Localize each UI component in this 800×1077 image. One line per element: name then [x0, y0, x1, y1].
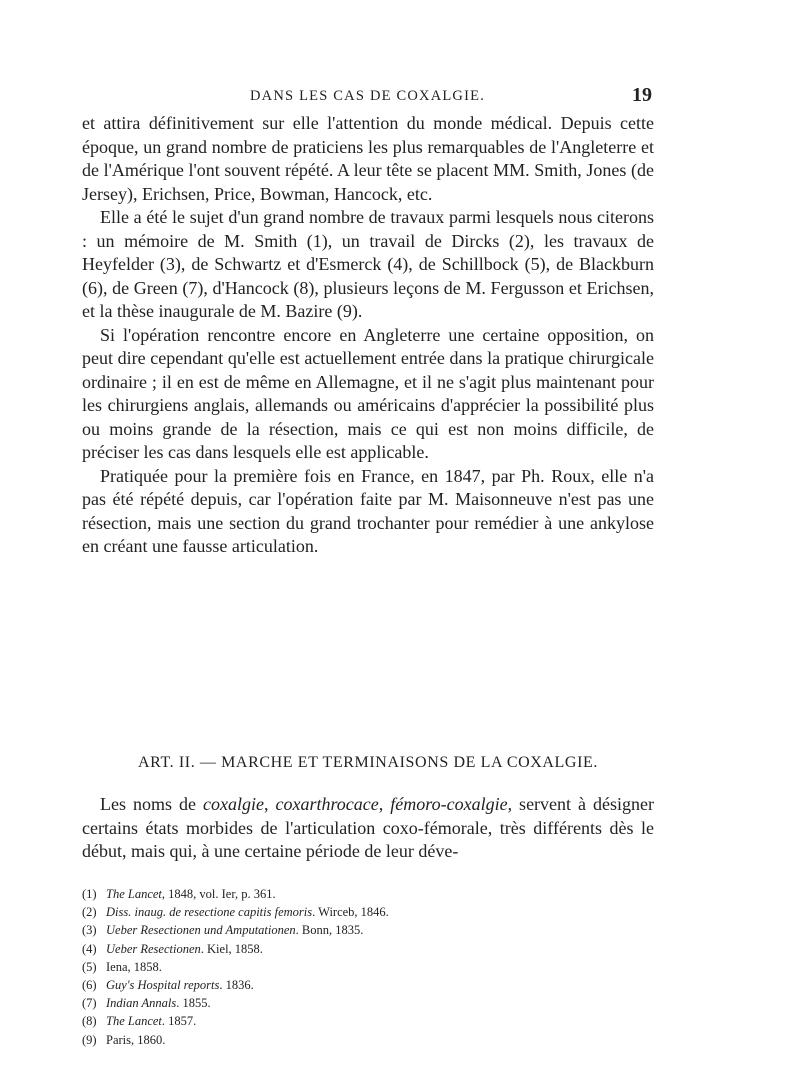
paragraph-1: et attira définitivement sur elle l'attention du monde médical. Depuis cette époque, un grand nombre de praticiens les plus remarquables de l'Angleterre et de l'Amérique l'ont souvent répété. A leur tête se placent MM. Smith, Jones (de Jersey), Erichsen, Price, Bowman, Hancock, etc. — [82, 113, 654, 204]
footnote: (7) Indian Annals. 1855. — [82, 996, 211, 1011]
footnotes — [82, 885, 654, 1049]
footnote: (6) Guy's Hospital reports. 1836. — [82, 978, 254, 993]
section-paragraph: Les noms de coxalgie, coxarthrocace, fémoro-coxalgie, servent à désigner certains états morbides de l'articulation coxo-fémorale, très différents dès le début, mais qui, à une certaine période de leur déve- — [82, 794, 655, 861]
term-femoro-coxalgie: fémoro-coxalgie — [390, 794, 508, 814]
footnote: (9) Paris, 1860. — [82, 1032, 166, 1047]
footnote: (1) The Lancet, 1848, vol. Ier, p. 361. — [82, 887, 276, 901]
section-heading: ART. II. — MARCHE ET TERMINAISONS DE LA COXALGIE. — [138, 754, 598, 771]
footnote: (5) Iena, 1858. — [82, 959, 162, 974]
paragraph-3: Si l'opération rencontre encore en Angleterre une certaine opposition, on peut dire cependant qu'elle est actuellement entrée dans la pratique chirurgicale ordinaire ; il en est de même en Allemagne, et il ne s'agit plus maintenant pour les chirurgiens anglais, allemands ou américains d'apprécier la possibilité plus ou moins grande de la résection, mais ce qui est non moins difficile, de préciser les cas dans lesquels elle est applicable. — [82, 324, 654, 462]
page-number: 19 — [632, 84, 652, 106]
section-text — [82, 793, 654, 864]
footnote: (3) Ueber Resectionen und Amputationen. Bonn, 1835. — [82, 923, 364, 938]
footnote: (8) The Lancet. 1857. — [82, 1014, 197, 1029]
term-coxalgie: coxalgie — [202, 794, 264, 814]
paragraph-4: Pratiquée pour la première fois en France, en 1847, par Ph. Roux, elle n'a pas été répété depuis, car l'opération faite par M. Maisonneuve n'est pas une résection, mais une section du grand trochanter pour remédier à une ankylose en créant une fausse articulation. — [82, 465, 654, 556]
paragraph-2: Elle a été le sujet d'un grand nombre de travaux parmi lesquels nous citerons : un mémoire de M. Smith (1), un travail de Dircks (2), les travaux de Heyfelder (3), de Schwartz et d'Esmerck (4), de Schillbock (5), de Blackburn (6), de Green (7), d'Hancock (8), plusieurs leçons de M. Fergusson et Erichsen, et la thèse inaugurale de M. Bazire (9). — [82, 207, 654, 321]
body-text — [82, 112, 654, 559]
page-header — [82, 86, 652, 114]
term-coxarthrocace: coxarthrocace — [275, 794, 379, 814]
running-title: DANS LES CAS DE COXALGIE. — [250, 88, 486, 104]
footnote: (2) Diss. inaug. de resectione capitis femoris. Wirceb, 1846. — [82, 905, 389, 920]
footnote: (4) Ueber Resectionen. Kiel, 1858. — [82, 941, 263, 956]
